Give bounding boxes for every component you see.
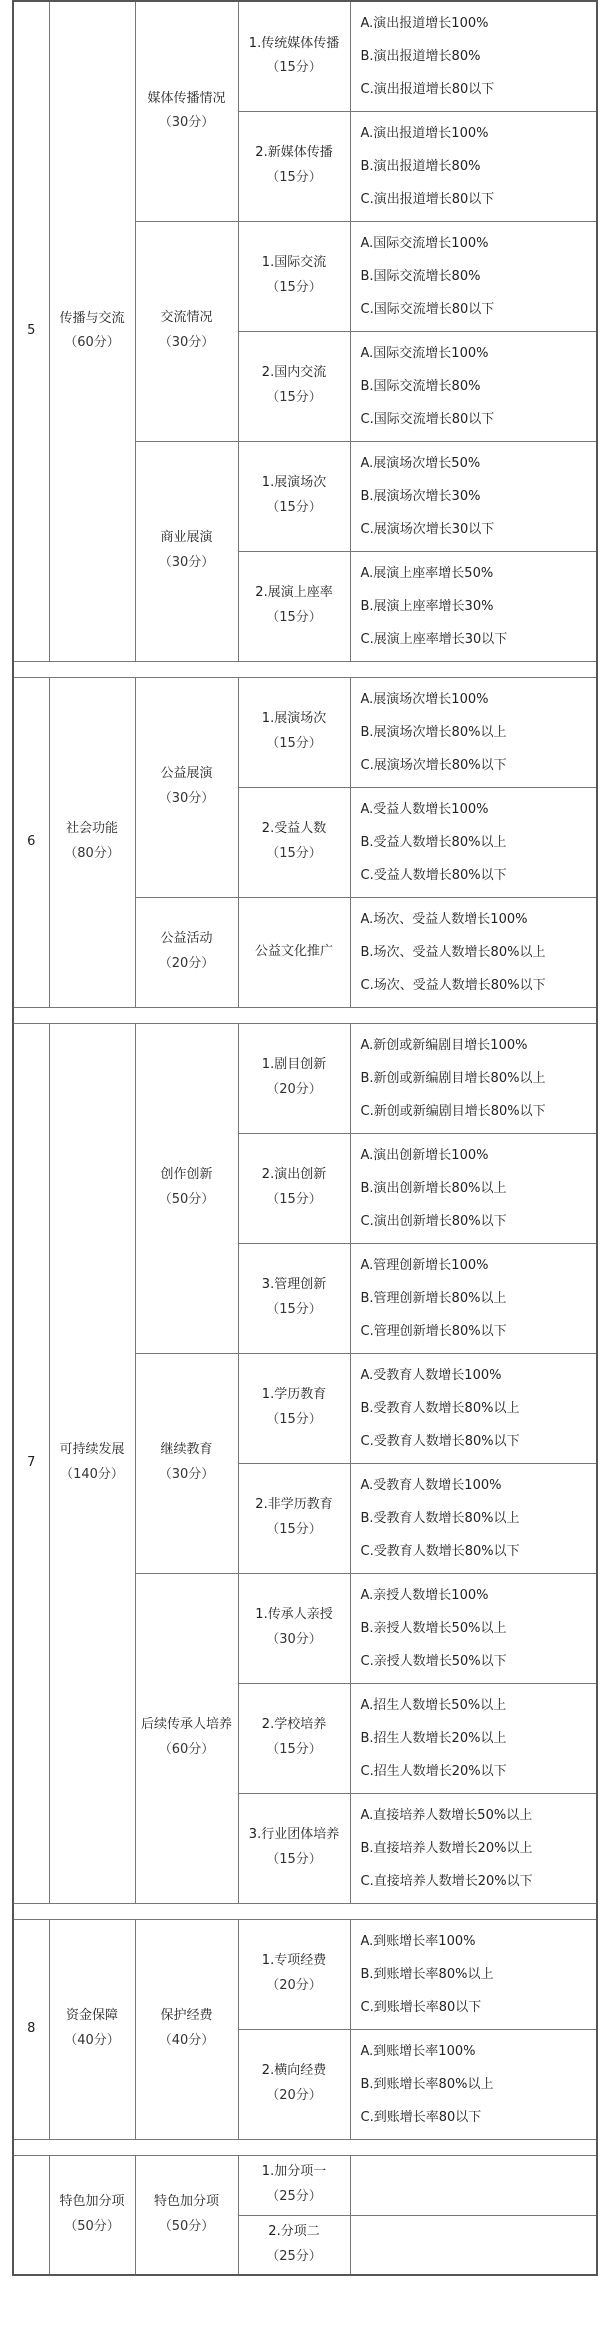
option-text: C.场次、受益人数增长80%以下 [360,977,546,993]
option-text: C.演出报道增长80以下 [360,191,495,207]
item-name: 1.学历教育 [261,1387,327,1403]
section-separator [13,1007,597,1023]
item-score: （15分） [266,846,322,861]
option-text: B.管理创新增长80%以上 [360,1290,507,1306]
section-name-cell [49,2155,135,2275]
item-score: （20分） [266,1978,322,1993]
option-text: A.展演上座率增长50% [360,565,494,581]
option-text: C.到账增长率80以下 [360,2109,482,2125]
option-text: A.招生人数增长50%以上 [360,1697,507,1713]
group-cell [135,2155,238,2275]
item-score: （15分） [266,1192,322,1207]
option-text: A.亲授人数增长100% [360,1587,489,1603]
section-score: （80分） [64,846,120,861]
group-score: （30分） [158,555,215,570]
section-number [13,2155,49,2275]
group-name: 继续教育 [160,1442,213,1458]
item-name: 1.展演场次 [261,711,327,727]
item-name: 2.演出创新 [261,1167,327,1183]
group-score: （40分） [158,2033,215,2048]
item-cell [238,1683,350,1793]
item-score: （20分） [266,1082,322,1097]
option-text: C.新创或新编剧目增长80%以下 [360,1103,546,1119]
group-cell [135,1919,238,2139]
item-score: （15分） [266,736,322,751]
section-separator [13,2139,597,2155]
table-row [13,1023,597,1133]
item-cell [238,1243,350,1353]
section-number: 7 [13,1023,49,1903]
option-text: A.展演场次增长50% [360,455,481,471]
option-text: B.招生人数增长20%以上 [360,1730,507,1746]
options-cell [350,1133,597,1243]
table-row [13,677,597,787]
option-text: A.直接培养人数增长50%以上 [360,1807,533,1823]
item-name: 1.传承人亲授 [255,1607,333,1623]
item-score: （25分） [266,2248,322,2264]
item-name: 2.横向经费 [261,2063,327,2079]
option-text: C.展演上座率增长30以下 [360,631,508,647]
section-score: （140分） [60,1467,124,1482]
item-score: （20分） [266,2088,322,2103]
option-text: C.受教育人数增长80%以下 [360,1543,520,1559]
item-name: 1.加分项一 [261,2164,327,2180]
options-cell [350,1353,597,1463]
group-name: 交流情况 [160,310,213,326]
option-text: B.演出报道增长80% [360,158,481,174]
section-score: （40分） [64,2033,120,2048]
option-text: B.到账增长率80%以上 [360,2076,494,2092]
option-text: A.演出报道增长100% [360,125,489,141]
option-text: A.场次、受益人数增长100% [360,911,528,927]
option-text: A.演出报道增长100% [360,15,489,31]
options-cell [350,441,597,551]
section-name-cell [49,1919,135,2139]
option-text: C.招生人数增长20%以下 [360,1763,507,1779]
option-text: C.展演场次增长30以下 [360,521,495,537]
option-text: A.展演场次增长100% [360,691,489,707]
group-name: 后续传承人培养 [140,1717,232,1733]
option-text: C.演出报道增长80以下 [360,81,495,97]
options-cell [350,897,597,1007]
evaluation-table-container [12,0,596,2276]
item-score: （15分） [266,1852,322,1867]
group-score: （30分） [158,791,215,806]
option-text: B.国际交流增长80% [360,268,481,284]
section-separator [13,1903,597,1919]
item-score: （15分） [266,1522,322,1537]
item-name: 公益文化推广 [254,943,333,959]
options-cell [350,2215,597,2275]
group-cell [135,221,238,441]
option-text: A.国际交流增长100% [360,345,489,361]
option-text: B.演出创新增长80%以上 [360,1180,507,1196]
option-text: C.受益人数增长80%以下 [360,867,507,883]
option-text: B.到账增长率80%以上 [360,1966,494,1982]
group-name: 特色加分项 [153,2194,219,2210]
item-cell [238,2029,350,2139]
option-text: C.国际交流增长80以下 [360,301,495,317]
item-name: 2.分项二 [268,2224,320,2240]
section-name-cell [49,677,135,1007]
option-text: C.直接培养人数增长20%以下 [360,1873,533,1889]
group-cell [135,897,238,1007]
group-score: （30分） [158,115,215,131]
option-text: C.管理创新增长80%以下 [360,1323,507,1339]
section-number: 8 [13,1919,49,2139]
section-name: 资金保障 [65,2008,118,2024]
section-name: 可持续发展 [59,1442,125,1458]
option-text: C.受教育人数增长80%以下 [360,1433,520,1449]
section-name-cell [49,1023,135,1903]
options-cell [350,1,597,111]
table-row [13,1919,597,2029]
section-number: 5 [13,1,49,661]
item-score: （25分） [266,2189,322,2204]
item-score: （15分） [266,610,322,625]
option-text: C.国际交流增长80以下 [360,411,495,427]
item-name: 1.专项经费 [261,1953,327,1969]
group-score: （50分） [158,1192,215,1207]
separator-cell [13,1007,597,1023]
options-cell [350,1463,597,1573]
item-score: （15分） [266,60,322,76]
option-text: C.展演场次增长80%以下 [360,757,507,773]
option-text: A.管理创新增长100% [360,1257,489,1273]
item-name: 1.传统媒体传播 [248,35,340,51]
section-number: 6 [13,677,49,1007]
options-cell [350,111,597,221]
options-cell [350,1683,597,1793]
option-text: B.受教育人数增长80%以上 [360,1510,520,1526]
item-name: 2.国内交流 [261,365,327,381]
item-score: （15分） [266,390,322,405]
item-score: （15分） [266,1742,322,1757]
item-name: 1.国际交流 [261,255,327,271]
options-cell [350,2029,597,2139]
item-name: 3.行业团体培养 [248,1827,340,1843]
group-name: 保护经费 [160,2008,213,2024]
section-name: 社会功能 [65,821,118,837]
group-score: （30分） [158,335,215,350]
section-name: 传播与交流 [59,310,125,326]
options-cell [350,1023,597,1133]
item-cell [238,1573,350,1683]
options-cell [350,2155,597,2215]
section-separator [13,661,597,677]
item-score: （30分） [266,1632,322,1647]
options-cell [350,331,597,441]
item-score: （15分） [266,1302,322,1317]
item-name: 1.剧目创新 [261,1057,327,1073]
option-text: B.受益人数增长80%以上 [360,834,507,850]
item-cell [238,441,350,551]
item-cell [238,897,350,1007]
group-score: （50分） [158,2218,215,2234]
item-name: 2.新媒体传播 [255,145,333,161]
evaluation-table [12,0,598,2276]
option-text: B.展演场次增长30% [360,488,481,504]
options-cell [350,551,597,661]
option-text: A.受教育人数增长100% [360,1477,502,1493]
group-name: 媒体传播情况 [147,90,226,106]
item-name: 2.展演上座率 [255,585,333,601]
option-text: B.展演上座率增长30% [360,598,494,614]
group-cell [135,1353,238,1573]
item-name: 2.学校培养 [261,1717,327,1733]
item-cell [238,551,350,661]
option-text: B.受教育人数增长80%以上 [360,1400,520,1416]
options-cell [350,1243,597,1353]
item-cell [238,2215,350,2275]
section-score: （50分） [64,2218,120,2234]
options-cell [350,677,597,787]
option-text: A.到账增长率100% [360,1933,476,1949]
option-text: B.直接培养人数增长20%以上 [360,1840,533,1856]
item-cell [238,787,350,897]
option-text: C.亲授人数增长50%以下 [360,1653,507,1669]
item-name: 2.非学历教育 [255,1497,333,1513]
item-cell [238,1133,350,1243]
item-cell [238,1023,350,1133]
option-text: A.国际交流增长100% [360,235,489,251]
option-text: C.到账增长率80以下 [360,1999,482,2015]
item-cell [238,331,350,441]
group-score: （60分） [158,1742,215,1757]
separator-cell [13,2139,597,2155]
option-text: A.到账增长率100% [360,2043,476,2059]
option-text: A.新创或新编剧目增长100% [360,1037,528,1053]
item-cell [238,1353,350,1463]
section-name-cell [49,1,135,661]
item-cell [238,2155,350,2215]
group-name: 创作创新 [160,1167,213,1183]
separator-cell [13,661,597,677]
item-name: 3.管理创新 [261,1277,327,1293]
item-cell [238,221,350,331]
option-text: C.演出创新增长80%以下 [360,1213,507,1229]
item-cell [238,1793,350,1903]
options-cell [350,1573,597,1683]
option-text: B.亲授人数增长50%以上 [360,1620,507,1636]
item-name: 2.受益人数 [261,821,327,837]
option-text: B.国际交流增长80% [360,378,481,394]
options-cell [350,221,597,331]
group-name: 商业展演 [160,530,213,546]
item-score: （15分） [266,1412,322,1427]
options-cell [350,1793,597,1903]
item-cell [238,1463,350,1573]
group-score: （30分） [158,1467,215,1482]
item-score: （15分） [266,280,322,295]
option-text: A.演出创新增长100% [360,1147,489,1163]
item-score: （15分） [266,170,322,185]
option-text: B.展演场次增长80%以上 [360,724,507,740]
option-text: B.新创或新编剧目增长80%以上 [360,1070,546,1086]
item-cell [238,677,350,787]
group-name: 公益活动 [160,931,213,947]
item-cell [238,1919,350,2029]
item-cell [238,111,350,221]
item-cell [238,1,350,111]
group-cell [135,1573,238,1903]
separator-cell [13,1903,597,1919]
group-score: （20分） [158,956,215,971]
item-name: 1.展演场次 [261,475,327,491]
options-cell [350,1919,597,2029]
options-cell [350,787,597,897]
evaluation-table-body [13,1,597,2275]
option-text: A.受益人数增长100% [360,801,489,817]
group-name: 公益展演 [160,766,213,782]
group-cell [135,441,238,661]
option-text: B.场次、受益人数增长80%以上 [360,944,546,960]
group-cell [135,1,238,221]
option-text: A.受教育人数增长100% [360,1367,502,1383]
table-row [13,1,597,111]
item-score: （15分） [266,500,322,515]
option-text: B.演出报道增长80% [360,48,481,64]
group-cell [135,677,238,897]
table-row [13,2155,597,2215]
section-name: 特色加分项 [59,2194,125,2210]
section-score: （60分） [64,335,120,351]
group-cell [135,1023,238,1353]
